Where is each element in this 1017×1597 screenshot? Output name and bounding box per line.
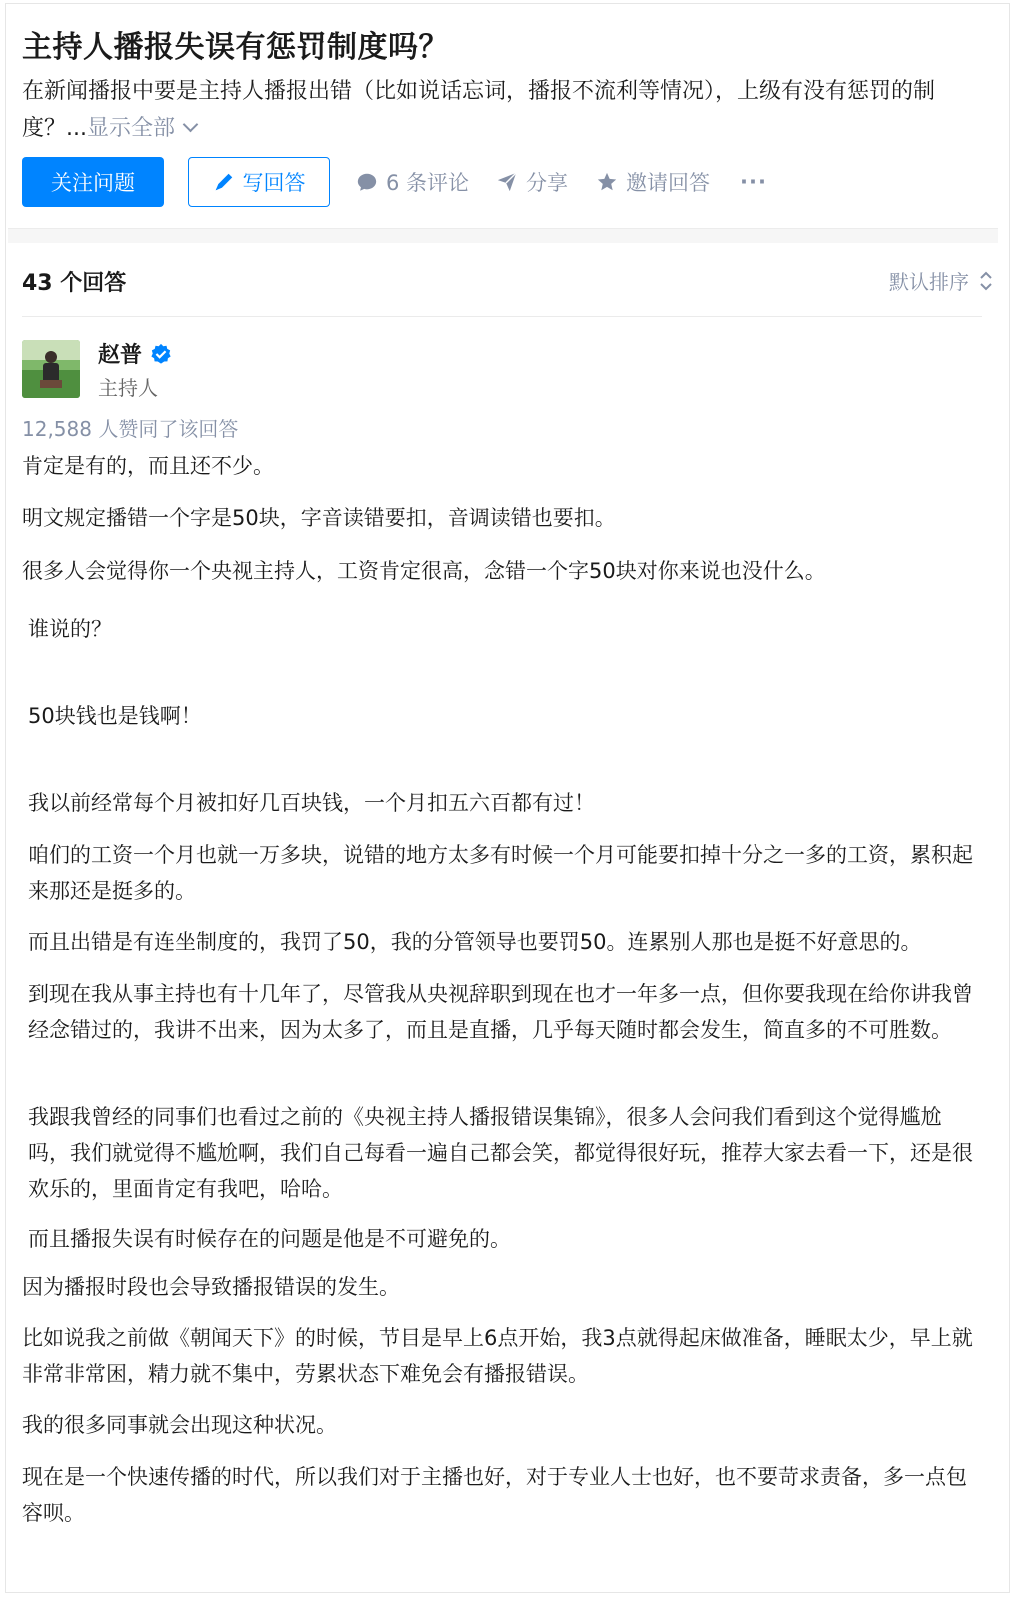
answer-paragraph: 谁说的？ — [28, 617, 112, 641]
author-bio: 主持人 — [98, 376, 158, 400]
answer-paragraph: 我跟我曾经的同事们也看过之前的《央视主持人播报错误集锦》，很多人会问我们看到这个觉得尴尬吗，我们就觉得不尴尬啊，我们自己每看一遍自己都会笑，都觉得很好玩，推荐大家去看一下，还是很欢乐的，里面肯定有我吧，哈哈。 — [28, 1105, 973, 1201]
author-avatar[interactable] — [22, 340, 80, 398]
answer-paragraph: 而且出错是有连坐制度的，我罚了50，我的分管领导也要罚50。连累别人那也是挺不好意思的。 — [28, 930, 922, 954]
more-options-button[interactable] — [740, 157, 767, 207]
share-button[interactable] — [496, 157, 568, 207]
answer-paragraph: 而且播报失误有时候存在的问题是他是不可避免的。 — [28, 1227, 511, 1251]
star-icon — [596, 171, 618, 193]
answer-count: 43 个回答 — [22, 271, 127, 296]
sort-dropdown[interactable] — [889, 266, 993, 295]
author-name-text: 赵普 — [98, 343, 143, 368]
answer-paragraph: 50块钱也是钱啊！ — [28, 704, 202, 728]
author-name[interactable] — [98, 338, 172, 369]
share-label: 分享 — [526, 171, 568, 195]
question-description-text: 在新闻播报中要是主持人播报出错（比如说话忘词，播报不流利等情况），上级有没有惩罚的制度？... — [22, 79, 936, 141]
comments-label: 6 条评论 — [386, 171, 470, 195]
answer-paragraph: 比如说我之前做《朝闻天下》的时候，节目是早上6点开始，我3点就得起床做准备，睡眠太少，早上就非常非常困，精力就不集中，劳累状态下难免会有播报错误。 — [22, 1326, 973, 1386]
more-icon: ··· — [740, 170, 767, 194]
answer-paragraph: 肯定是有的，而且还不少。 — [22, 454, 274, 478]
follow-question-button[interactable]: 关注问题 — [22, 157, 164, 207]
answer-paragraph: 咱们的工资一个月也就一万多块，说错的地方太多有时候一个月可能要扣掉十分之一多的工资，累积起来那还是挺多的。 — [28, 843, 973, 903]
sort-label: 默认排序 — [889, 270, 969, 294]
invite-answer-label: 邀请回答 — [626, 171, 710, 195]
answer-paragraph: 我的很多同事就会出现这种状况。 — [22, 1413, 337, 1437]
answers-header-divider — [22, 316, 982, 317]
avatar-image — [22, 340, 80, 398]
answer-paragraph: 因为播报时段也会导致播报错误的发生。 — [22, 1275, 400, 1299]
question-description — [22, 73, 982, 147]
answer-paragraph: 现在是一个快速传播的时代，所以我们对于主播也好，对于专业人士也好，也不要苛求责备，多一点包容呗。 — [22, 1465, 967, 1525]
show-all-link[interactable] — [87, 116, 196, 141]
chevron-down-icon — [183, 117, 199, 133]
pencil-icon — [213, 171, 235, 193]
comment-icon — [356, 171, 378, 193]
answer-paragraph: 明文规定播错一个字是50块，字音读错要扣，音调读错也要扣。 — [22, 506, 616, 530]
paper-plane-icon — [496, 171, 518, 193]
verified-badge-icon — [150, 343, 172, 365]
answer-paragraph: 到现在我从事主持也有十几年了，尽管我从央视辞职到现在也才一年多一点，但你要我现在给你讲我曾经念错过的，我讲不出来，因为太多了，而且是直播，几乎每天随时都会发生，简直多的不可胜数。 — [28, 982, 973, 1042]
vote-count: 12,588 人赞同了该回答 — [22, 417, 239, 441]
section-divider — [8, 228, 998, 243]
question-actions — [22, 157, 982, 207]
invite-answer-button[interactable] — [596, 157, 710, 207]
write-answer-button[interactable] — [188, 157, 330, 207]
show-all-label: 显示全部 — [86, 116, 175, 141]
write-answer-label: 写回答 — [242, 171, 306, 195]
answer-paragraph: 我以前经常每个月被扣好几百块钱，一个月扣五六百都有过！ — [28, 791, 595, 815]
sort-arrows-icon — [979, 270, 993, 292]
comments-button[interactable] — [356, 157, 469, 207]
question-title[interactable]: 主持人播报失误有惩罚制度吗？ — [22, 30, 449, 65]
answer-paragraph: 很多人会觉得你一个央视主持人，工资肯定很高，念错一个字50块对你来说也没什么。 — [22, 559, 826, 583]
